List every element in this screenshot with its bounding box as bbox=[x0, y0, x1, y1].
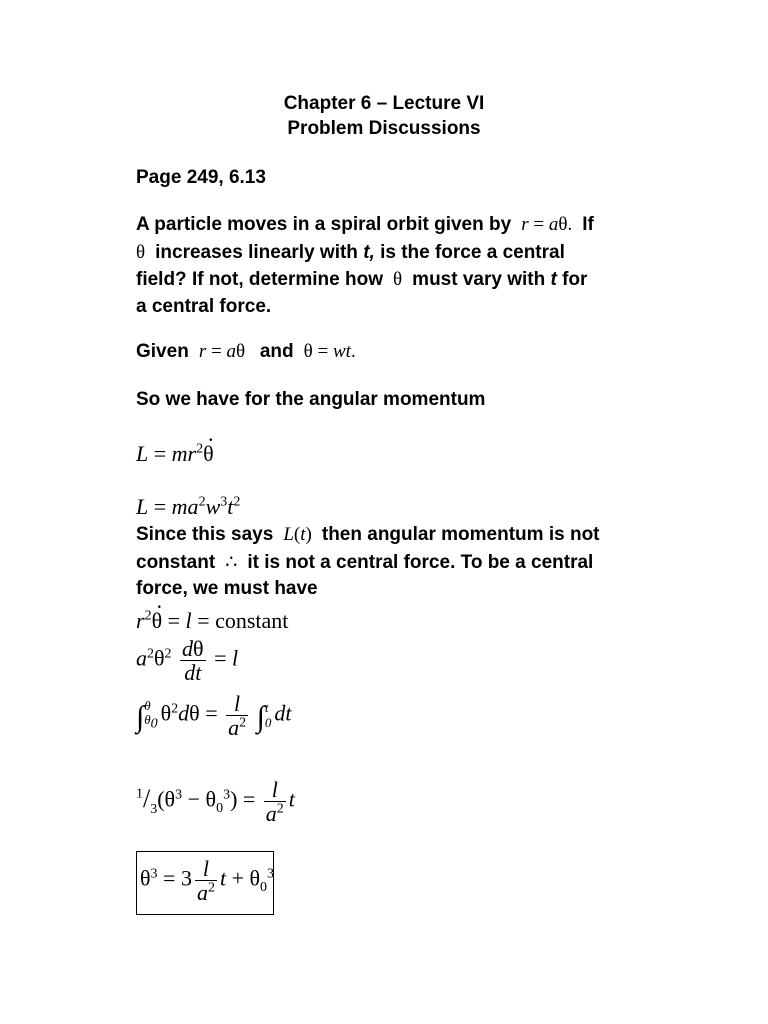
since-text: constant bbox=[136, 552, 216, 573]
differential-equation: $a^2\theta^2$ $\frac{d\theta}{dt}$ = l bbox=[136, 636, 239, 686]
final-answer: $\theta^3 = 3$ $\frac{l}{a^2}$ $t + \theta_0^3$ bbox=[140, 856, 275, 906]
theta-symbol: θ bbox=[136, 242, 150, 263]
l-of-t: L(t) bbox=[283, 524, 317, 545]
problem-text: must vary with bbox=[412, 269, 546, 290]
problem-text: t bbox=[550, 269, 557, 290]
problem-text: If bbox=[582, 214, 594, 235]
problem-line-4: a central force. bbox=[136, 296, 272, 317]
angular-momentum-result: $L = ma^2w^3t^2$ bbox=[136, 494, 241, 519]
constant-equation: $r^2\theta$ · = l = constant bbox=[136, 608, 288, 634]
since-line-3: force, we must have bbox=[136, 578, 318, 599]
therefore-symbol: ∴ bbox=[220, 552, 243, 573]
since-line-1 bbox=[136, 524, 600, 546]
chapter-title: Chapter 6 – Lecture VI bbox=[283, 93, 485, 114]
lecture-subtitle: Problem Discussions bbox=[287, 118, 481, 139]
given-and: and bbox=[259, 341, 294, 362]
since-text: it is not a central force. To be a central bbox=[247, 552, 594, 573]
integral-equation: ∫ θ $\theta_0$ $\theta^2d\theta$ = $\frac{l}{a^2}$ ∫ t 0 dt bbox=[136, 691, 292, 741]
since-line-2 bbox=[136, 551, 593, 574]
problem-line-3 bbox=[136, 269, 587, 291]
given-equation-1: r = aθ bbox=[198, 341, 255, 362]
problem-text: A particle moves in a spiral orbit given by bbox=[136, 214, 512, 235]
problem-text: increases linearly with bbox=[155, 242, 358, 263]
given-line bbox=[136, 341, 356, 363]
given-equation-2: θ = wt. bbox=[298, 341, 356, 362]
problem-text: is the force a central bbox=[380, 242, 565, 263]
spiral-equation: r = aθ. bbox=[521, 214, 577, 235]
given-label: Given bbox=[136, 341, 189, 362]
problem-text: t, bbox=[363, 242, 375, 263]
since-text: then angular momentum is not bbox=[321, 524, 600, 545]
constant-word: constant bbox=[215, 608, 289, 633]
angular-momentum-equation: $L = mr^2\theta$ · bbox=[136, 441, 214, 467]
integrated-result: $^1/_3(\theta^3 - \theta_0^3)$ = $\frac{l}{a^2}$ t bbox=[136, 777, 295, 827]
momentum-intro: So we have for the angular momentum bbox=[136, 389, 486, 410]
since-text: Since this says bbox=[136, 524, 274, 545]
problem-text: for bbox=[562, 269, 588, 290]
theta-symbol: θ bbox=[388, 269, 407, 290]
problem-line-1 bbox=[136, 214, 594, 236]
problem-line-2 bbox=[136, 242, 565, 264]
problem-text: field? If not, determine how bbox=[136, 269, 383, 290]
page-reference: Page 249, 6.13 bbox=[136, 167, 266, 188]
